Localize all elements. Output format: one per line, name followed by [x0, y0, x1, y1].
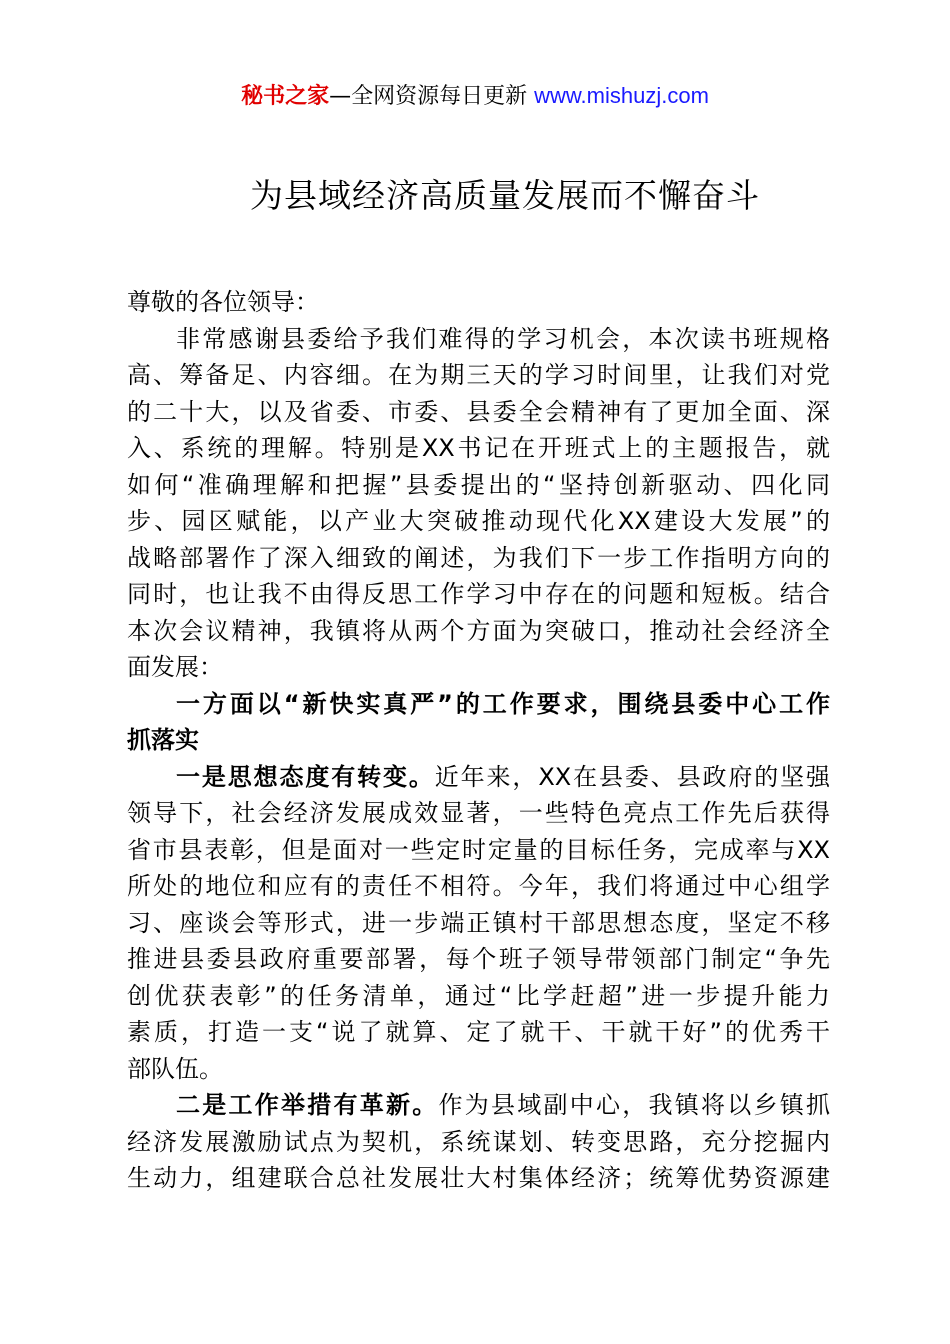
- text-line: 战略部署作了深入细致的阐述，为我们下一步工作指明方向的: [127, 543, 830, 572]
- paragraph-measures: [127, 1087, 830, 1197]
- text-run: 近年来，XX在县委、县政府的坚强: [434, 762, 830, 791]
- text-line: [127, 759, 830, 796]
- text-line: 素质，打造一支“说了就算、定了就干、干就干好”的优秀干: [127, 1018, 830, 1046]
- text-line: 的二十大，以及省委、市委、县委全会精神有了更加全面、深: [127, 397, 830, 426]
- paragraph-lead: 二是工作举措有革新。: [176, 1091, 439, 1119]
- text-line: 经济发展激励试点为契机，系统谋划、转变思路，充分挖掘内: [127, 1127, 830, 1156]
- section-heading-1: [127, 686, 830, 759]
- text-run: 作为县域副中心，我镇将以乡镇抓: [438, 1091, 830, 1119]
- site-header: [0, 80, 950, 113]
- text-line: 入、系统的理解。特别是XX书记在开班式上的主题报告，就: [127, 434, 830, 462]
- text-line: 高、筹备足、内容细。在为期三天的学习时间里，让我们对党: [127, 361, 830, 389]
- text-line: 推进县委县政府重要部署，每个班子领导带领部门制定“争先: [127, 945, 830, 973]
- text-line: 省市县表彰，但是面对一些定时定量的目标任务，完成率与XX: [127, 835, 830, 864]
- salutation: 尊敬的各位领导：: [127, 288, 319, 316]
- text-line: 如何“准确理解和把握”县委提出的“坚持创新驱动、四化同: [127, 470, 830, 499]
- text-line: [127, 1087, 830, 1124]
- document-body: [127, 284, 830, 1197]
- text-line: 非常感谢县委给予我们难得的学习机会，本次读书班规格: [176, 324, 830, 353]
- paragraph-attitude: [127, 759, 830, 1088]
- text-line: 步、园区赋能，以产业大突破推动现代化XX建设大发展”的: [127, 507, 830, 535]
- heading-line: 抓落实: [127, 726, 199, 754]
- text-line: 面发展：: [127, 653, 223, 681]
- site-tagline: —全网资源每日更新: [329, 84, 528, 109]
- site-url-link[interactable]: www.mishuzj.com: [534, 83, 709, 108]
- text-line: 习、座谈会等形式，进一步端正镇村干部思想态度，坚定不移: [127, 908, 830, 937]
- text-line: 所处的地位和应有的责任不相符。今年，我们将通过中心组学: [127, 872, 830, 900]
- document-title: 为县域经济高质量发展而不懈奋斗: [250, 176, 760, 215]
- text-line: 领导下，社会经济发展成效显著，一些特色亮点工作先后获得: [127, 799, 830, 827]
- paragraph-lead: 一是思想态度有转变。: [176, 762, 435, 791]
- text-line: 同时，也让我不由得反思工作学习中存在的问题和短板。结合: [127, 580, 830, 608]
- text-line: 创优获表彰”的任务清单，通过“比学赶超”进一步提升能力: [127, 981, 830, 1010]
- text-line: 部队伍。: [127, 1054, 223, 1083]
- heading-line: 一方面以“新快实真严”的工作要求，围绕县委中心工作: [176, 689, 830, 718]
- text-line: 生动力，组建联合总社发展壮大村集体经济；统筹优势资源建: [127, 1164, 830, 1192]
- paragraph-intro: [127, 321, 830, 686]
- text-line: 本次会议精神，我镇将从两个方面为突破口，推动社会经济全: [127, 616, 830, 645]
- brand-name: 秘书之家: [241, 84, 330, 109]
